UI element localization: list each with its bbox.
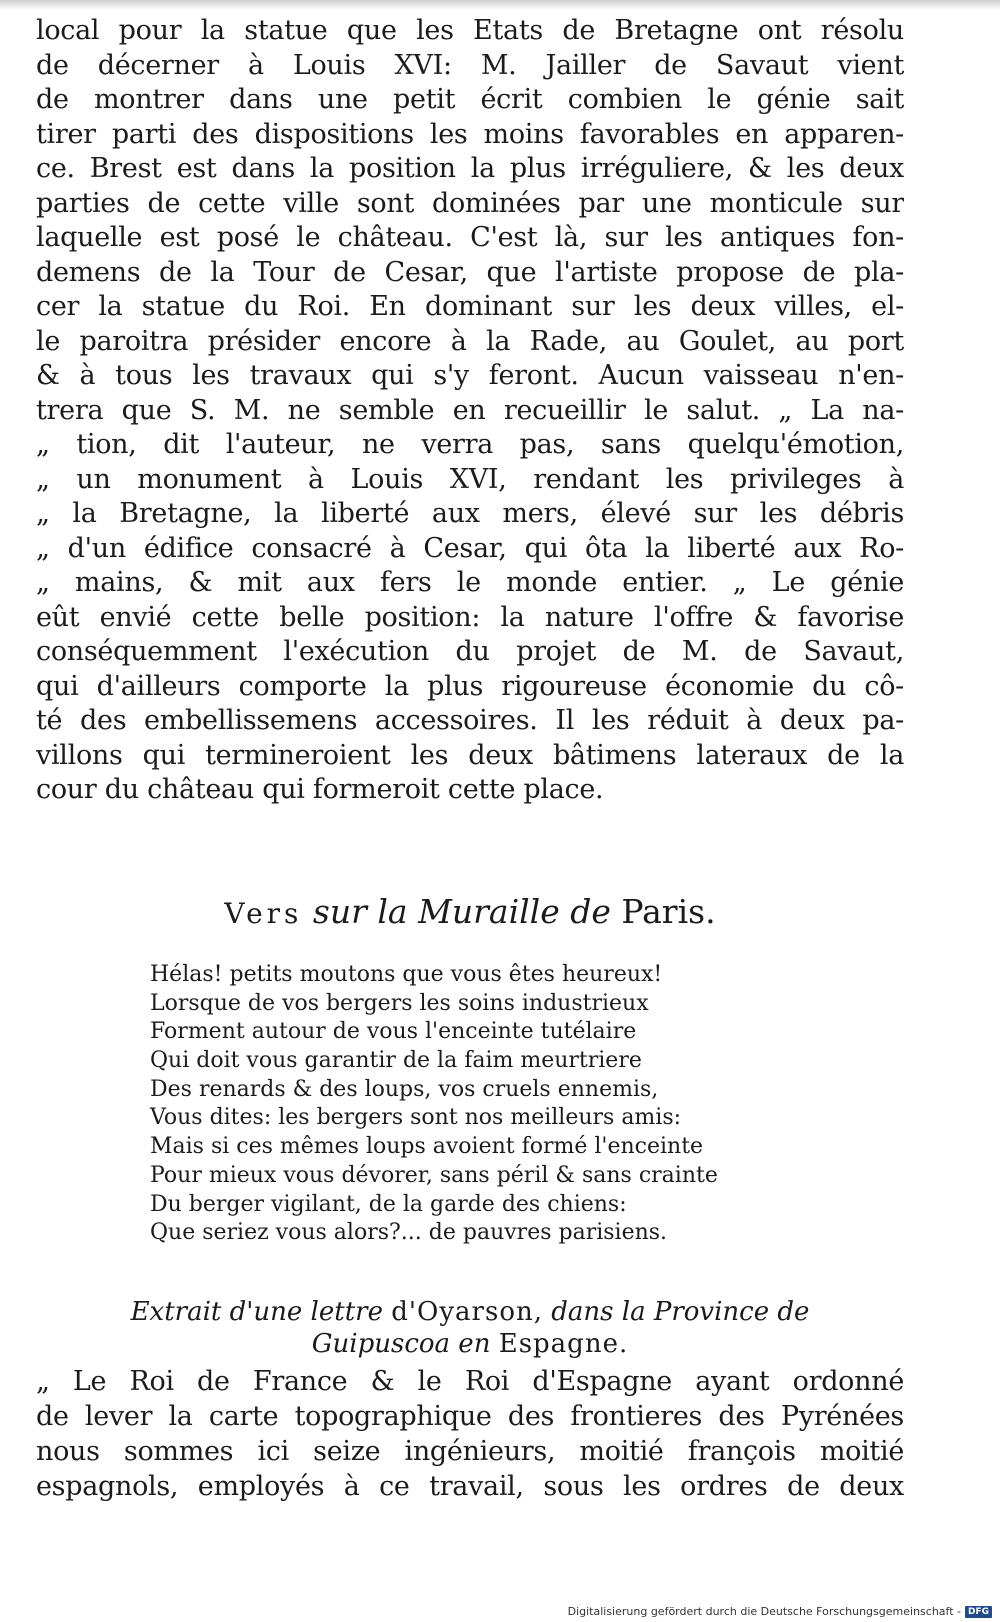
footer-text: Digitalisierung gefördert durch die Deutsche Forschungsgemeinschaft - [567, 1605, 961, 1618]
poem [150, 961, 850, 1248]
prose-line: eût envié cette belle position: la nature l'offre & favorise [36, 601, 904, 633]
poem-verse: Qui doit vous garantir de la faim meurtriere [150, 1048, 642, 1074]
prose-line: laquelle est posé le château. C'est là, sur les antiques fon- [36, 222, 904, 253]
prose-line: local pour la statue que les Etats de Bretagne ont résolu [36, 15, 904, 46]
extract-line: „ Le Roi de France & le Roi d'Espagne ayant ordonné [36, 1366, 904, 1397]
prose-line: villons qui termineroient les deux bâtimens lateraux de la [36, 739, 904, 771]
extract-heading-line-1 [36, 1296, 904, 1328]
poem-verse: Hélas! petits moutons que vous êtes heureux! [150, 962, 663, 987]
poem-verse: Pour mieux vous dévorer, sans péril & sans crainte [150, 1162, 718, 1188]
prose-line: de montrer dans une petit écrit combien le génie sait [36, 84, 904, 115]
prose-line: cour du château qui formeroit cette place. [36, 774, 604, 805]
dfg-logo: DFG [965, 1606, 992, 1618]
article-statue-brest [36, 14, 904, 808]
prose-line: „ la Bretagne, la liberté aux mers, élevé sur les débris [36, 498, 904, 529]
prose-line: le paroitra présider encore à la Rade, au Goulet, au port [36, 325, 904, 357]
prose-line: tirer parti des dispositions les moins favorables en apparen- [36, 118, 904, 150]
prose-line: cer la statue du Roi. En dominant sur les deux villes, el- [36, 291, 904, 322]
prose-line: „ mains, & mit aux fers le monde entier. „ Le génie [36, 567, 904, 598]
extract-line: de lever la carte topographique des frontieres des Pyrénées [36, 1401, 904, 1432]
poem-verse: Forment autour de vous l'enceinte tutélaire [150, 1019, 637, 1045]
poem-title-place: Paris. [621, 892, 716, 931]
poem-verse: Mais si ces mêmes loups avoient formé l'enceinte [150, 1134, 704, 1160]
poem-verse: Que seriez vous alors?... de pauvres parisiens. [150, 1220, 668, 1246]
prose-line: „ un monument à Louis XVI, rendant les privileges à [36, 463, 904, 495]
poem-verse: Lorsque de vos bergers les soins industrieux [150, 990, 649, 1016]
poem-title-vers: Vers [224, 897, 303, 930]
extract-heading-part3: Guipuscoa en [311, 1329, 491, 1359]
extract-line: nous sommes ici seize ingénieurs, moitié françois moitié [36, 1436, 904, 1467]
prose-line: ce. Brest est dans la position la plus irréguliere, & les deux [36, 153, 904, 184]
prose-line: té des embellissemens accessoires. Il les réduit à deux pa- [36, 705, 904, 736]
prose-line: trera que S. M. ne semble en recueillir le salut. „ La na- [36, 394, 904, 426]
prose-line: demens de la Tour de Cesar, que l'artiste propose de pla- [36, 256, 904, 288]
poem-verse: Vous dites: les bergers sont nos meilleurs amis: [150, 1105, 682, 1131]
extract-heading-part2: dans la Province de [551, 1297, 810, 1327]
poem-verse: Des renards & des loups, vos cruels ennemis, [150, 1076, 659, 1102]
prose-line: „ tion, dit l'auteur, ne verra pas, sans quelqu'émotion, [36, 429, 904, 460]
page-top-edge [0, 0, 1000, 10]
digitization-footer [568, 1605, 992, 1618]
extract-heading-part1: Extrait d'une lettre [130, 1297, 383, 1327]
prose-line: parties de cette ville sont dominées par une monticule sur [36, 187, 904, 219]
prose-line: de décerner à Louis XVI: M. Jailler de Savaut vient [36, 49, 904, 81]
prose-line: conséquemment l'exécution du projet de M. de Savaut, [36, 636, 904, 667]
extract-heading [36, 1296, 904, 1360]
extract-heading-line-2 [36, 1328, 904, 1360]
poem-title [36, 892, 904, 934]
prose-line: qui d'ailleurs comporte la plus rigoureuse économie du cô- [36, 670, 904, 702]
prose-line: & à tous les travaux qui s'y feront. Aucun vaisseau n'en- [36, 360, 904, 391]
extract-letter-body [36, 1364, 904, 1504]
extract-heading-country: Espagne. [498, 1329, 629, 1359]
poem-title-middle: sur la Muraille de [312, 892, 611, 931]
prose-line: „ d'un édifice consacré à Cesar, qui ôta la liberté aux Ro- [36, 532, 904, 564]
extract-heading-place: d'Oyarson, [391, 1297, 543, 1327]
extract-line: espagnols, employés à ce travail, sous les ordres de deux [36, 1471, 904, 1502]
poem-verse: Du berger vigilant, de la garde des chiens: [150, 1191, 627, 1217]
